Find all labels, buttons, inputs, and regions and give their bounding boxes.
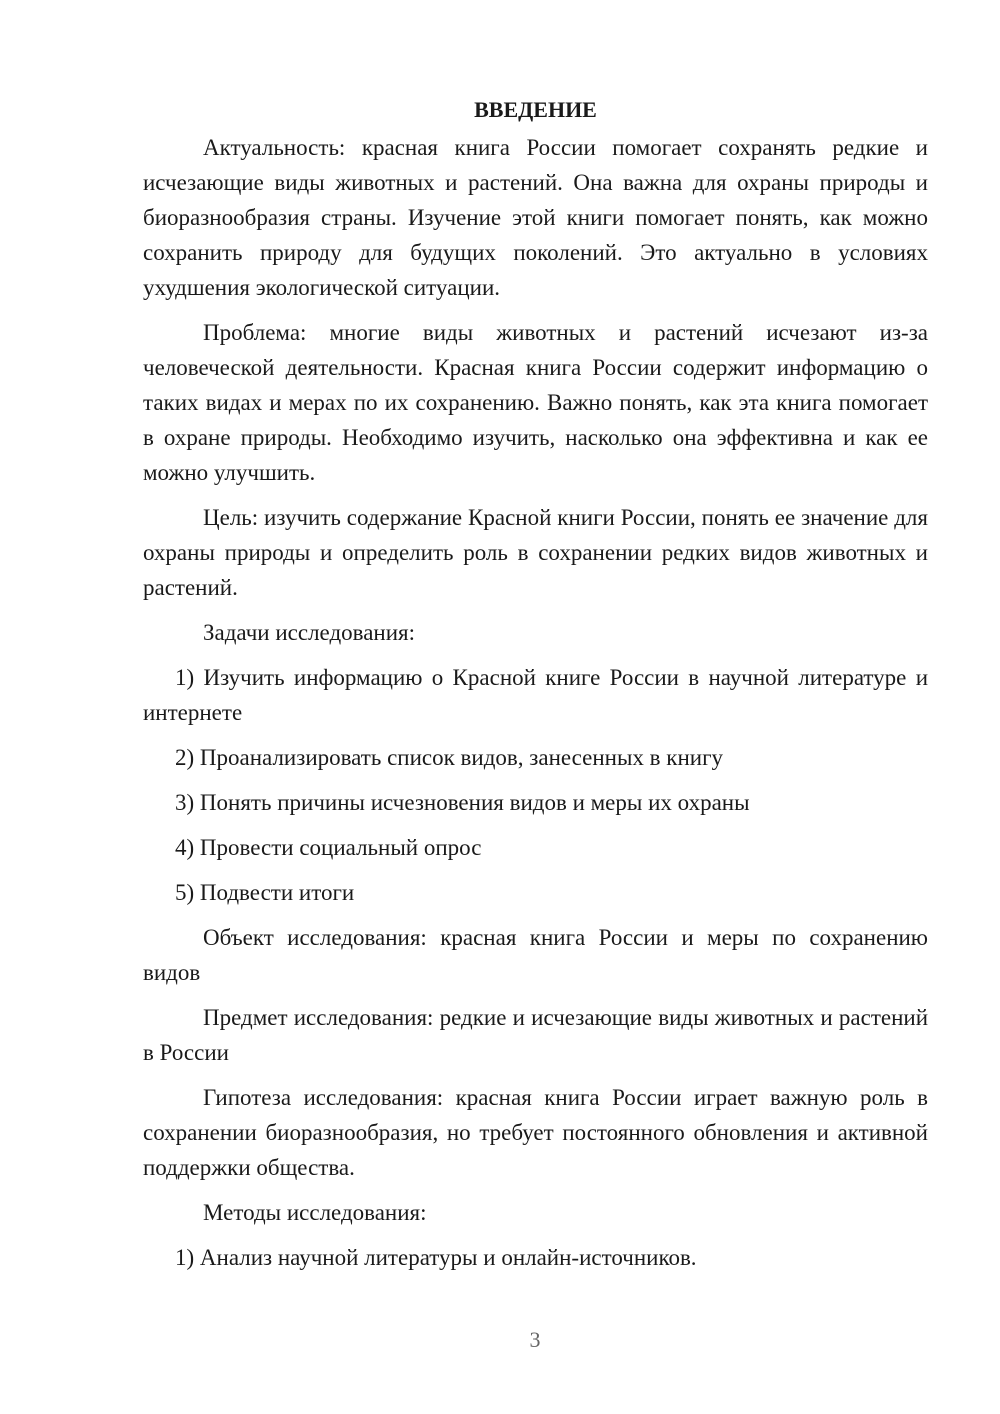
page-number: 3 [529, 1327, 541, 1352]
methods-heading: Методы исследования: [203, 1200, 427, 1225]
relevance-paragraph: Актуальность: красная книга России помогает сохранять редкие и исчезающие виды животных и растений. Она важна для охраны природы и биоразнообразия страны. Изучение этой книги помогает понять, как можно сохранить природу для будущих поколений. Это актуально в условиях ухудшения экологической ситуации. [143, 135, 928, 300]
problem-paragraph: Проблема: многие виды животных и растений исчезают из-за человеческой деятельности. Красная книга России содержит информацию о таких видах и мерах по их сохранению. Важно понять, как эта книга помогает в охране природы. Необходимо изучить, насколько она эффективна и как ее можно улучшить. [143, 320, 928, 485]
task-item-1: 1) Изучить информацию о Красной книге России в научной литературе и интернете [143, 665, 928, 725]
page-title: ВВЕДЕНИЕ [474, 97, 597, 122]
tasks-heading: Задачи исследования: [203, 620, 416, 645]
task-item-2: 2) Проанализировать список видов, занесенных в книгу [175, 745, 724, 770]
object-paragraph: Объект исследования: красная книга России и меры по сохранению видов [143, 925, 928, 985]
subject-paragraph: Предмет исследования: редкие и исчезающие виды животных и растений в России [143, 1005, 928, 1065]
task-item-3: 3) Понять причины исчезновения видов и меры их охраны [175, 790, 750, 815]
hypothesis-paragraph: Гипотеза исследования: красная книга России играет важную роль в сохранении биоразнообразия, но требует постоянного обновления и активной поддержки общества. [143, 1085, 928, 1180]
task-item-5: 5) Подвести итоги [175, 880, 355, 905]
method-item-1: 1) Анализ научной литературы и онлайн-источников. [175, 1245, 697, 1270]
task-item-4: 4) Провести социальный опрос [175, 835, 482, 860]
goal-paragraph: Цель: изучить содержание Красной книги России, понять ее значение для охраны природы и определить роль в сохранении редких видов животных и растений. [143, 505, 928, 600]
document-page [143, 95, 928, 1285]
